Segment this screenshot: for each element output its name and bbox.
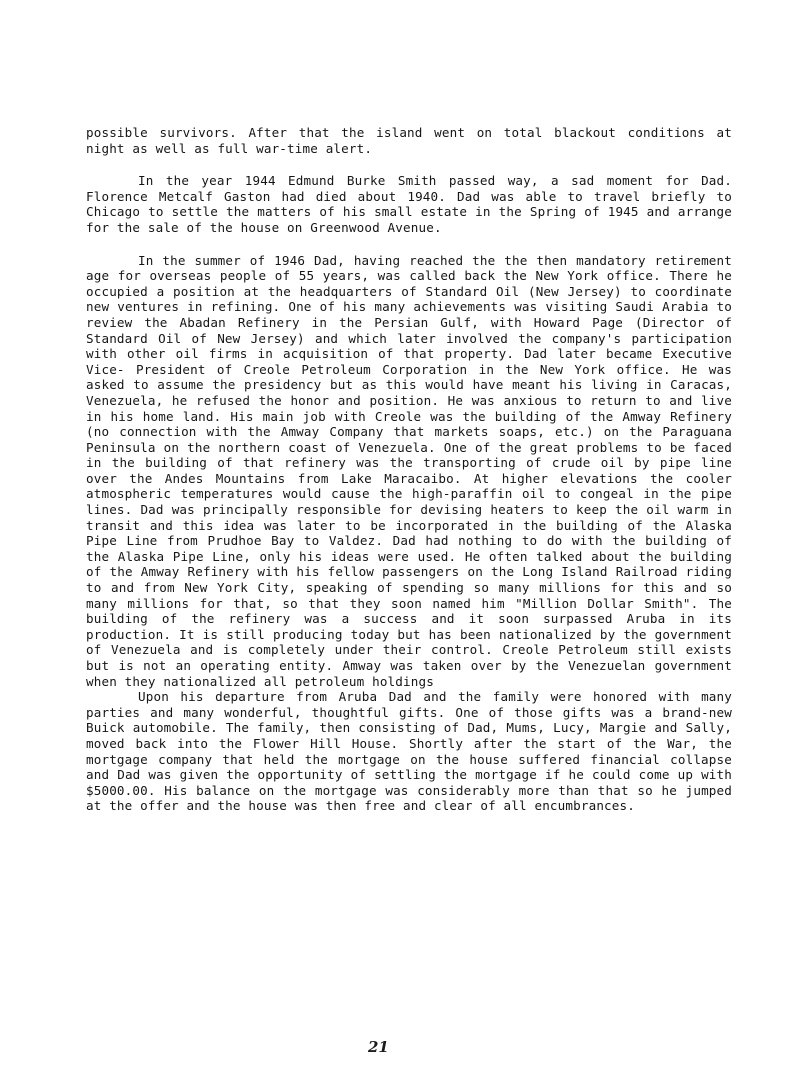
paragraph-1944: In the year 1944 Edmund Burke Smith passed way, a sad moment for Dad. Florence Metcalf Gaston had died about 1940. Dad was able to travel briefly to Chicago to settle the matters of his small estate in the Spring of 1945 and arrange for the sale of the house on Greenwood Avenue.	[86, 173, 732, 235]
paragraph-departure-aruba: Upon his departure from Aruba Dad and the family were honored with many parties and many wonderful, thoughtful gifts. One of those gifts was a brand-new Buick automobile. The family, then consisting of Dad, Mums, Lucy, Margie and Sally, moved back into the Flower Hill House. Shortly after the start of the War, the mortgage company that held the mortgage on the house suffered financial collapse and Dad was given the opportunity of settling the mortgage if he could come up with $5000.00. His balance on the mortgage was considerably more than that so he jumped at the offer and the house was then free and clear of all encumbrances.	[86, 689, 732, 814]
paragraph-1946: In the summer of 1946 Dad, having reached the the then mandatory retirement age for overseas people of 55 years, was called back the New York office. There he occupied a position at the headquarters of Standard Oil (New Jersey) to coordinate new ventures in refining. One of his many achievements was visiting Saudi Arabia to review the Abadan Refinery in the Persian Gulf, with Howard Page (Director of Standard Oil of New Jersey) and which later involved the company's participation with other oil firms in acquisition of that property. Dad later became Executive Vice- President of Creole Petroleum Corporation in the New York office. He was asked to assume the presidency but as this would have meant his living in Caracas, Venezuela, he refused the honor and position. He was anxious to return to and live in his home land. His main job with Creole was the building of the Amway Refinery (no connection with the Amway Company that markets soaps, etc.) on the Paraguana Peninsula on the northern coast of Venezuela. One of the great problems to be faced in the building of that refinery was the transporting of crude oil by pipe line over the Andes Mountains from Lake Maracaibo. At higher elevations the cooler atmospheric temperatures would cause the high-paraffin oil to congeal in the pipe lines. Dad was principally responsible for devising heaters to keep the oil warm in transit and this idea was later to be incorporated in the building of the Alaska Pipe Line from Prudhoe Bay to Valdez. Dad had nothing to do with the building of the Alaska Pipe Line, only his ideas were used. He often talked about the building of the Amway Refinery with his fellow passengers on the Long Island Railroad riding to and from New York City, speaking of spending so many millions for this and so many millions for that, so that they soon named him "Million Dollar Smith". The building of the refinery was a success and it soon surpassed Aruba in its production. It is still producing today but has been nationalized by the government of Venezuela and is completely under their control. Creole Petroleum still exists but is not an operating entity. Amway was taken over by the Venezuelan government when they nationalized all petroleum holdings	[86, 252, 732, 689]
document-page	[86, 125, 732, 814]
page-number: 21	[368, 1038, 389, 1056]
paragraph-survivors: possible survivors. After that the island went on total blackout conditions at night as well as full war-time alert.	[86, 125, 732, 156]
